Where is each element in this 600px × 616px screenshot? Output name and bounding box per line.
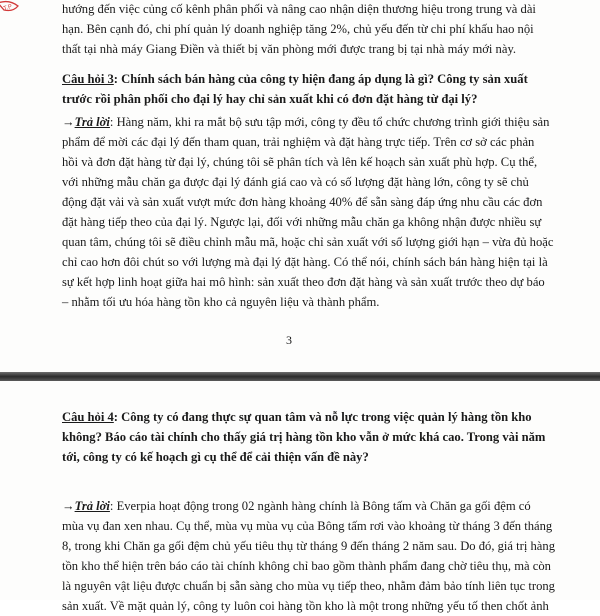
answer-line: là nguyên vật liệu được chuẩn bị sẵn sàng cho mùa vụ tiếp theo, nhằm đảm bảo tính liên tục trong — [62, 579, 555, 593]
answer-line — [62, 112, 552, 132]
answer-line: phẩm để mời các đại lý đến tham quan, trải nghiệm và đặt hàng trực tiếp. Trên cơ sở các phản — [62, 135, 535, 149]
question-4-label: Câu hỏi 4 — [62, 410, 114, 424]
answer-label: Trả lời — [74, 115, 110, 129]
page-number: 3 — [286, 333, 292, 347]
question-line: trước rồi phân phối cho đại lý hay chỉ sản xuất khi có đơn đặt hàng từ đại lý? — [62, 92, 478, 106]
answer-line: hồi và đơn đặt hàng từ đại lý, chúng tôi sẽ phân tích và lên kế hoạch sản xuất phù hợp. Cụ thể, — [62, 155, 538, 169]
answer-line: quan tâm, chúng tôi sẽ điều chỉnh mẫu mã, hoặc chỉ sản xuất với số lượng giới hạn – vừa đủ hoặc — [62, 235, 554, 249]
answer-line: đặt hàng tiếp theo của đại lý. Ngược lại, đối với những mẫu chăn ga không nhận được nhiều sự — [62, 215, 542, 229]
answer-line: mùa vụ đan xen nhau. Cụ thể, mùa vụ mùa vụ của Bông tấm rơi vào khoảng từ tháng 3 đến tháng — [62, 519, 553, 533]
answer-line: – nhằm tối ưu hóa hàng tồn kho cả nguyên liệu và thành phẩm. — [62, 295, 380, 309]
answer-line — [62, 496, 552, 516]
svg-text:T.P: T.P — [2, 3, 14, 13]
answer-line: tồn kho thể hiện trên báo cáo tài chính không chỉ bao gồm thành phẩm đang chờ tiêu thụ, mà còn — [62, 559, 551, 573]
text-line: hạn. Bên cạnh đó, chi phí quản lý doanh nghiệp tăng 2%, chủ yếu đến từ chi phí khấu hao nội — [62, 22, 534, 36]
red-stamp-icon — [0, 0, 22, 24]
answer-line: sản xuất. Về mặt quản lý, công ty luôn coi hàng tồn kho là một trong những yếu tố then chốt ảnh — [62, 599, 549, 613]
question-line — [62, 407, 552, 427]
question-text: : Công ty có đang thực sự quan tâm và nỗ lực trong việc quản lý hàng tồn kho — [113, 410, 532, 424]
text-line: thất tại nhà máy Giang Điền và thiết bị văn phòng mới được trang bị tại nhà máy mới này. — [62, 42, 517, 56]
question-line: tới, công ty có kế hoạch gì cụ thể để cải thiện vấn đề này? — [62, 450, 369, 464]
answer-line: với những mẫu chăn ga được đại lý đánh giá cao và có số lượng đặt hàng lớn, công ty sẽ chủ — [62, 175, 529, 189]
answer-line: 8, trong khi Chăn ga gối đệm chủ yếu tiêu thụ từ tháng 9 đến tháng 2 năm sau. Do đó, giá trị hàng — [62, 539, 555, 553]
question-line — [62, 69, 552, 89]
question-4 — [62, 407, 552, 467]
question-line: không? Báo cáo tài chính cho thấy giá trị hàng tồn kho vẫn ở mức khá cao. Trong vài năm — [62, 430, 546, 444]
answer-line: động đặt vải và sản xuất vượt mức đơn hàng khoảng 40% để sẵn sàng đáp ứng nhu cầu các đơn — [62, 195, 543, 209]
answer-label: Trả lời — [74, 499, 110, 513]
question-text: : Chính sách bán hàng của công ty hiện đang áp dụng là gì? Công ty sản xuất — [113, 72, 528, 86]
answer-4 — [62, 496, 555, 616]
arrow-icon: → — [62, 115, 75, 129]
page-separator — [0, 372, 600, 381]
document-page-4 — [0, 381, 600, 613]
question-3-label: Câu hỏi 3 — [62, 72, 114, 86]
answer-line: chỉ cao hơn đôi chút so với lượng mà đại lý đặt hàng. Có thể nói, chính sách bán hàng hiện tại là — [62, 255, 548, 269]
intro-paragraph — [62, 0, 552, 59]
answer-text: : Everpia hoạt động trong 02 ngành hàng chính là Bông tấm và Chăn ga gối đệm có — [109, 499, 531, 513]
answer-3 — [62, 112, 552, 312]
arrow-icon: → — [62, 499, 75, 513]
question-3 — [62, 69, 552, 109]
text-line: hướng đến việc củng cố kênh phân phối và nâng cao nhận diện thương hiệu trong trung và dài — [62, 2, 536, 16]
answer-text: : Hàng năm, khi ra mắt bộ sưu tập mới, công ty đều tổ chức chương trình giới thiệu sản — [109, 115, 550, 129]
answer-line: sự kết hợp linh hoạt giữa hai mô hình: sản xuất theo đơn đặt hàng và sản xuất trước theo dự báo — [62, 275, 545, 289]
